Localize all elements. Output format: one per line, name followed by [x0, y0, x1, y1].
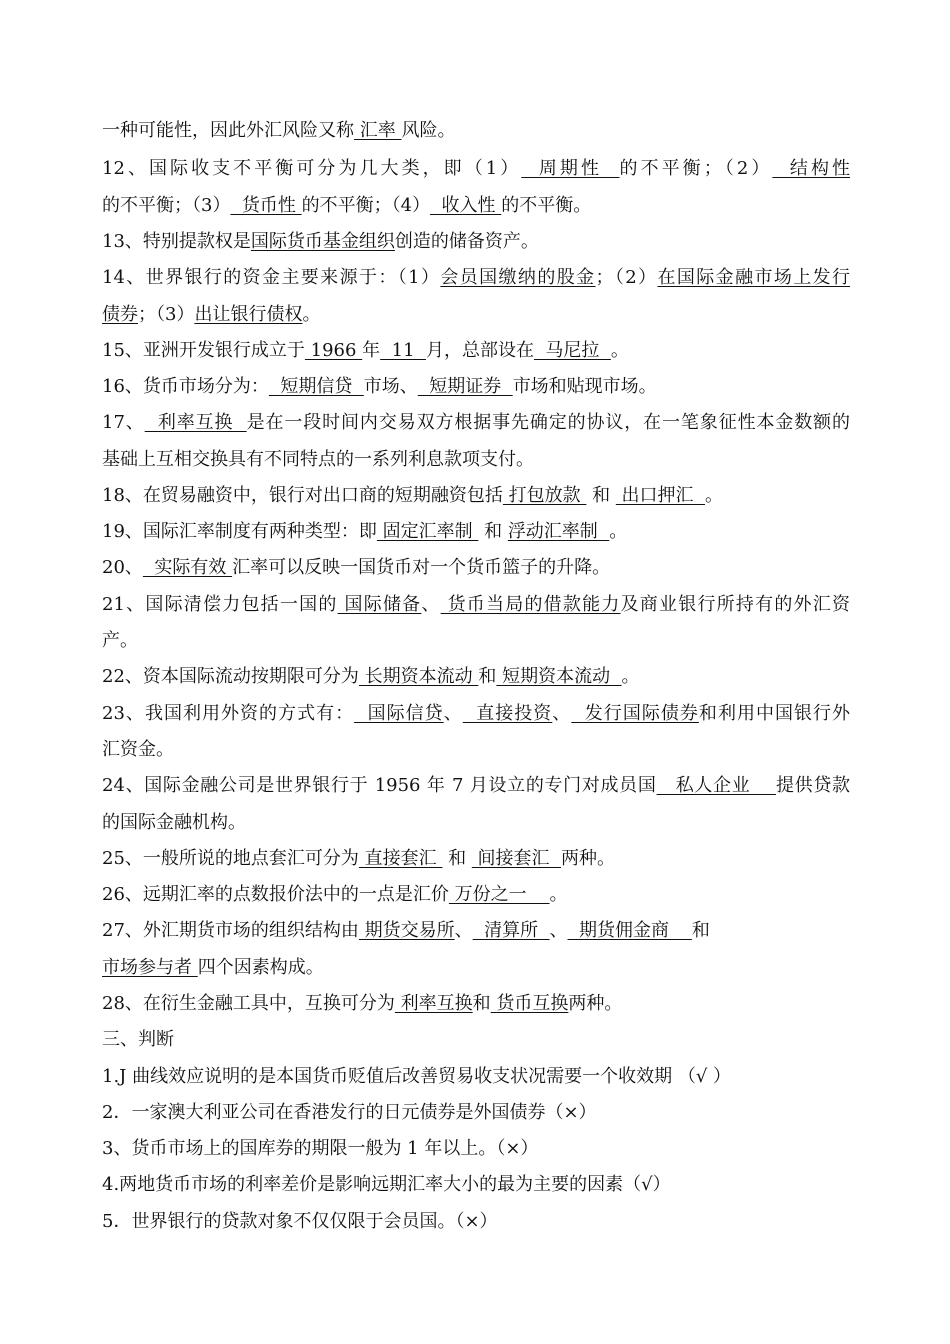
text-segment: 及商业银行所持有的外汇资 [620, 594, 850, 615]
fill-in-answer: 国际货币基金组织 [250, 231, 395, 252]
text-segment: 。 [704, 485, 723, 506]
text-segment: 的不平衡。 [501, 195, 592, 216]
text-line [102, 1176, 850, 1194]
fill-in-answer: 期货佣金商 [567, 920, 692, 941]
text-segment: 汇率可以反映一国货币对一个货币篮子的升降。 [232, 557, 611, 578]
text-segment: 三、判断 [102, 1029, 174, 1050]
text-segment: 和 [442, 848, 472, 869]
fill-in-answer: 私人企业 [656, 775, 776, 796]
text-segment: 和 [478, 666, 497, 687]
text-segment: 。 [621, 666, 640, 687]
text-line [102, 922, 850, 940]
text-segment: 和 [478, 521, 508, 542]
text-line [102, 1068, 850, 1086]
text-segment: 产。 [102, 630, 138, 651]
text-segment: 风险。 [401, 120, 456, 141]
text-segment: 16、货币市场分为： [102, 376, 269, 397]
text-segment: 5．世界银行的贷款对象不仅仅限于会员国。（×） [102, 1211, 498, 1232]
fill-in-answer: 利率互换 [144, 412, 247, 433]
fill-in-answer: 万份之一 [448, 884, 550, 905]
fill-in-answer: 国际储备 [337, 594, 422, 615]
text-segment: 20、 [102, 557, 143, 578]
text-segment: 4.两地货币市场的利率差价是影响远期汇率大小的最为主要的因素（√） [102, 1174, 671, 1195]
fill-in-answer: 货币性 [230, 195, 302, 216]
text-line [102, 523, 850, 541]
text-segment: 23、我国利用外资的方式有： [102, 703, 355, 724]
text-line [102, 814, 850, 832]
fill-in-answer: 1966 [304, 340, 363, 361]
fill-in-answer: 利率互换 [394, 993, 473, 1014]
text-line [102, 850, 850, 868]
text-segment: 18、在贸易融资中，银行对出口商的短期融资包括 [102, 485, 503, 506]
text-line [102, 1140, 850, 1158]
fill-in-answer: 国际信贷 [354, 703, 444, 724]
fill-in-answer: 汇率 [354, 120, 402, 141]
text-segment: 25、一般所说的地点套汇可分为 [102, 848, 359, 869]
text-line [102, 378, 850, 396]
text-segment: 27、外汇期货市场的组织结构由 [102, 920, 359, 941]
text-segment: 、 [549, 920, 568, 941]
fill-in-answer: 周期性 [521, 158, 620, 179]
text-segment: 。 [609, 521, 628, 542]
text-segment: ；（3） [138, 304, 195, 325]
text-segment: 的国际金融机构。 [102, 812, 246, 833]
text-segment: 两种。 [568, 993, 623, 1014]
text-segment: ；（2） [595, 267, 658, 288]
text-segment: 13、特别提款权是 [102, 231, 251, 252]
text-segment: 14、世界银行的资金主要来源于：（1） [102, 267, 441, 288]
fill-in-answer: 发行国际债券 [571, 703, 699, 724]
fill-in-answer: 出让银行债权 [194, 304, 303, 325]
text-line [102, 668, 850, 686]
text-line [102, 160, 850, 178]
text-segment: 和 [472, 993, 491, 1014]
text-line [102, 596, 850, 614]
fill-in-answer: 结构性 [772, 158, 851, 179]
fill-in-answer: 短期证券 [417, 376, 513, 397]
text-segment: 、 [421, 594, 441, 615]
fill-in-answer: 市场参与者 [102, 957, 198, 978]
text-segment: 年 [362, 340, 381, 361]
text-line [102, 959, 850, 977]
text-segment: 两种。 [560, 848, 615, 869]
fill-in-answer: 清算所 [472, 920, 550, 941]
fill-in-answer: 会员国缴纳的股金 [440, 267, 596, 288]
text-line [102, 487, 850, 505]
text-segment: 一种可能性，因此外汇风险又称 [102, 120, 354, 141]
text-segment: 22、资本国际流动按期限可分为 [102, 666, 359, 687]
text-segment: 。 [549, 884, 568, 905]
text-segment: 28、在衍生金融工具中，互换可分为 [102, 993, 395, 1014]
text-segment: 。 [610, 340, 629, 361]
text-line [102, 886, 850, 904]
text-line [102, 995, 850, 1013]
text-line [102, 1031, 850, 1049]
fill-in-answer: 马尼拉 [533, 340, 611, 361]
text-line [102, 414, 850, 432]
text-line [102, 122, 850, 140]
fill-in-answer: 短期信贷 [268, 376, 364, 397]
text-segment: 提供贷款 [775, 775, 850, 796]
text-segment: 和 [691, 920, 710, 941]
fill-in-answer: 短期资本流动 [496, 666, 622, 687]
text-segment: 市场和贴现市场。 [512, 376, 657, 397]
text-segment: 和 [586, 485, 616, 506]
text-segment: 、 [552, 703, 572, 724]
text-line [102, 269, 850, 287]
text-segment: 19、国际汇率制度有两种类型：即 [102, 521, 377, 542]
text-segment: 的不平衡；（4） [301, 195, 431, 216]
text-segment: 、 [443, 703, 463, 724]
fill-in-answer: 实际有效 [142, 557, 233, 578]
text-line [102, 705, 850, 723]
text-segment: 26、远期汇率的点数报价法中的一点是汇价 [102, 884, 449, 905]
text-segment: 12、国际收支不平衡可分为几大类，即（1） [102, 158, 522, 179]
text-segment: 1.J 曲线效应说明的是本国货币贬值后改善贸易收支状况需要一个收效期 （√ ） [102, 1066, 732, 1087]
text-segment: 和利用中国银行外 [698, 703, 851, 724]
fill-in-answer: 在国际金融市场上发行 [657, 267, 851, 288]
text-segment: 四个因素构成。 [197, 957, 324, 978]
fill-in-answer: 固定汇率制 [376, 521, 479, 542]
text-segment: 创造的储备资产。 [394, 231, 539, 252]
text-line [102, 1213, 850, 1231]
text-segment: 汇资金。 [102, 739, 174, 760]
fill-in-answer: 直接投资 [462, 703, 553, 724]
text-line [102, 777, 850, 795]
text-segment: 21、国际清偿力包括一国的 [102, 594, 338, 615]
text-line [102, 342, 850, 360]
text-line [102, 306, 850, 324]
text-segment: 15、亚洲开发银行成立于 [102, 340, 305, 361]
fill-in-answer: 间接套汇 [471, 848, 561, 869]
fill-in-answer: 货币当局的借款能力 [440, 594, 621, 615]
fill-in-answer: 债券 [102, 304, 138, 325]
text-segment: 市场、 [363, 376, 418, 397]
fill-in-answer: 11 [380, 340, 426, 361]
text-line [102, 632, 850, 650]
fill-in-answer: 打包放款 [502, 485, 587, 506]
fill-in-answer: 浮动汇率制 [507, 521, 610, 542]
text-segment: 3、货币市场上的国库券的期限一般为 1 年以上。（×） [102, 1138, 539, 1159]
text-segment: 、 [454, 920, 473, 941]
text-segment: 的不平衡；（3） [102, 195, 231, 216]
text-segment: 是在一段时间内交易双方根据事先确定的协议，在一笔象征性本金数额的 [246, 412, 850, 433]
text-segment: 月，总部设在 [425, 340, 534, 361]
fill-in-answer: 期货交易所 [358, 920, 455, 941]
text-line [102, 1104, 850, 1122]
fill-in-answer: 直接套汇 [358, 848, 443, 869]
text-line [102, 451, 850, 469]
fill-in-answer: 货币互换 [490, 993, 569, 1014]
text-segment: 。 [302, 304, 321, 325]
text-segment: 的不平衡；（2） [619, 158, 773, 179]
text-line [102, 559, 850, 577]
text-segment: 基础上互相交换具有不同特点的一系列利息款项支付。 [102, 449, 534, 470]
fill-in-answer: 出口押汇 [615, 485, 705, 506]
text-line [102, 197, 850, 215]
text-segment: 24、国际金融公司是世界银行于 1956 年 7 月设立的专门对成员国 [102, 775, 657, 796]
text-line [102, 233, 850, 251]
text-segment: 2．一家澳大利亚公司在香港发行的日元债券是外国债券（×） [102, 1102, 597, 1123]
fill-in-answer: 长期资本流动 [358, 666, 479, 687]
text-line [102, 741, 850, 759]
text-segment: 17、 [102, 412, 145, 433]
fill-in-answer: 收入性 [430, 195, 502, 216]
